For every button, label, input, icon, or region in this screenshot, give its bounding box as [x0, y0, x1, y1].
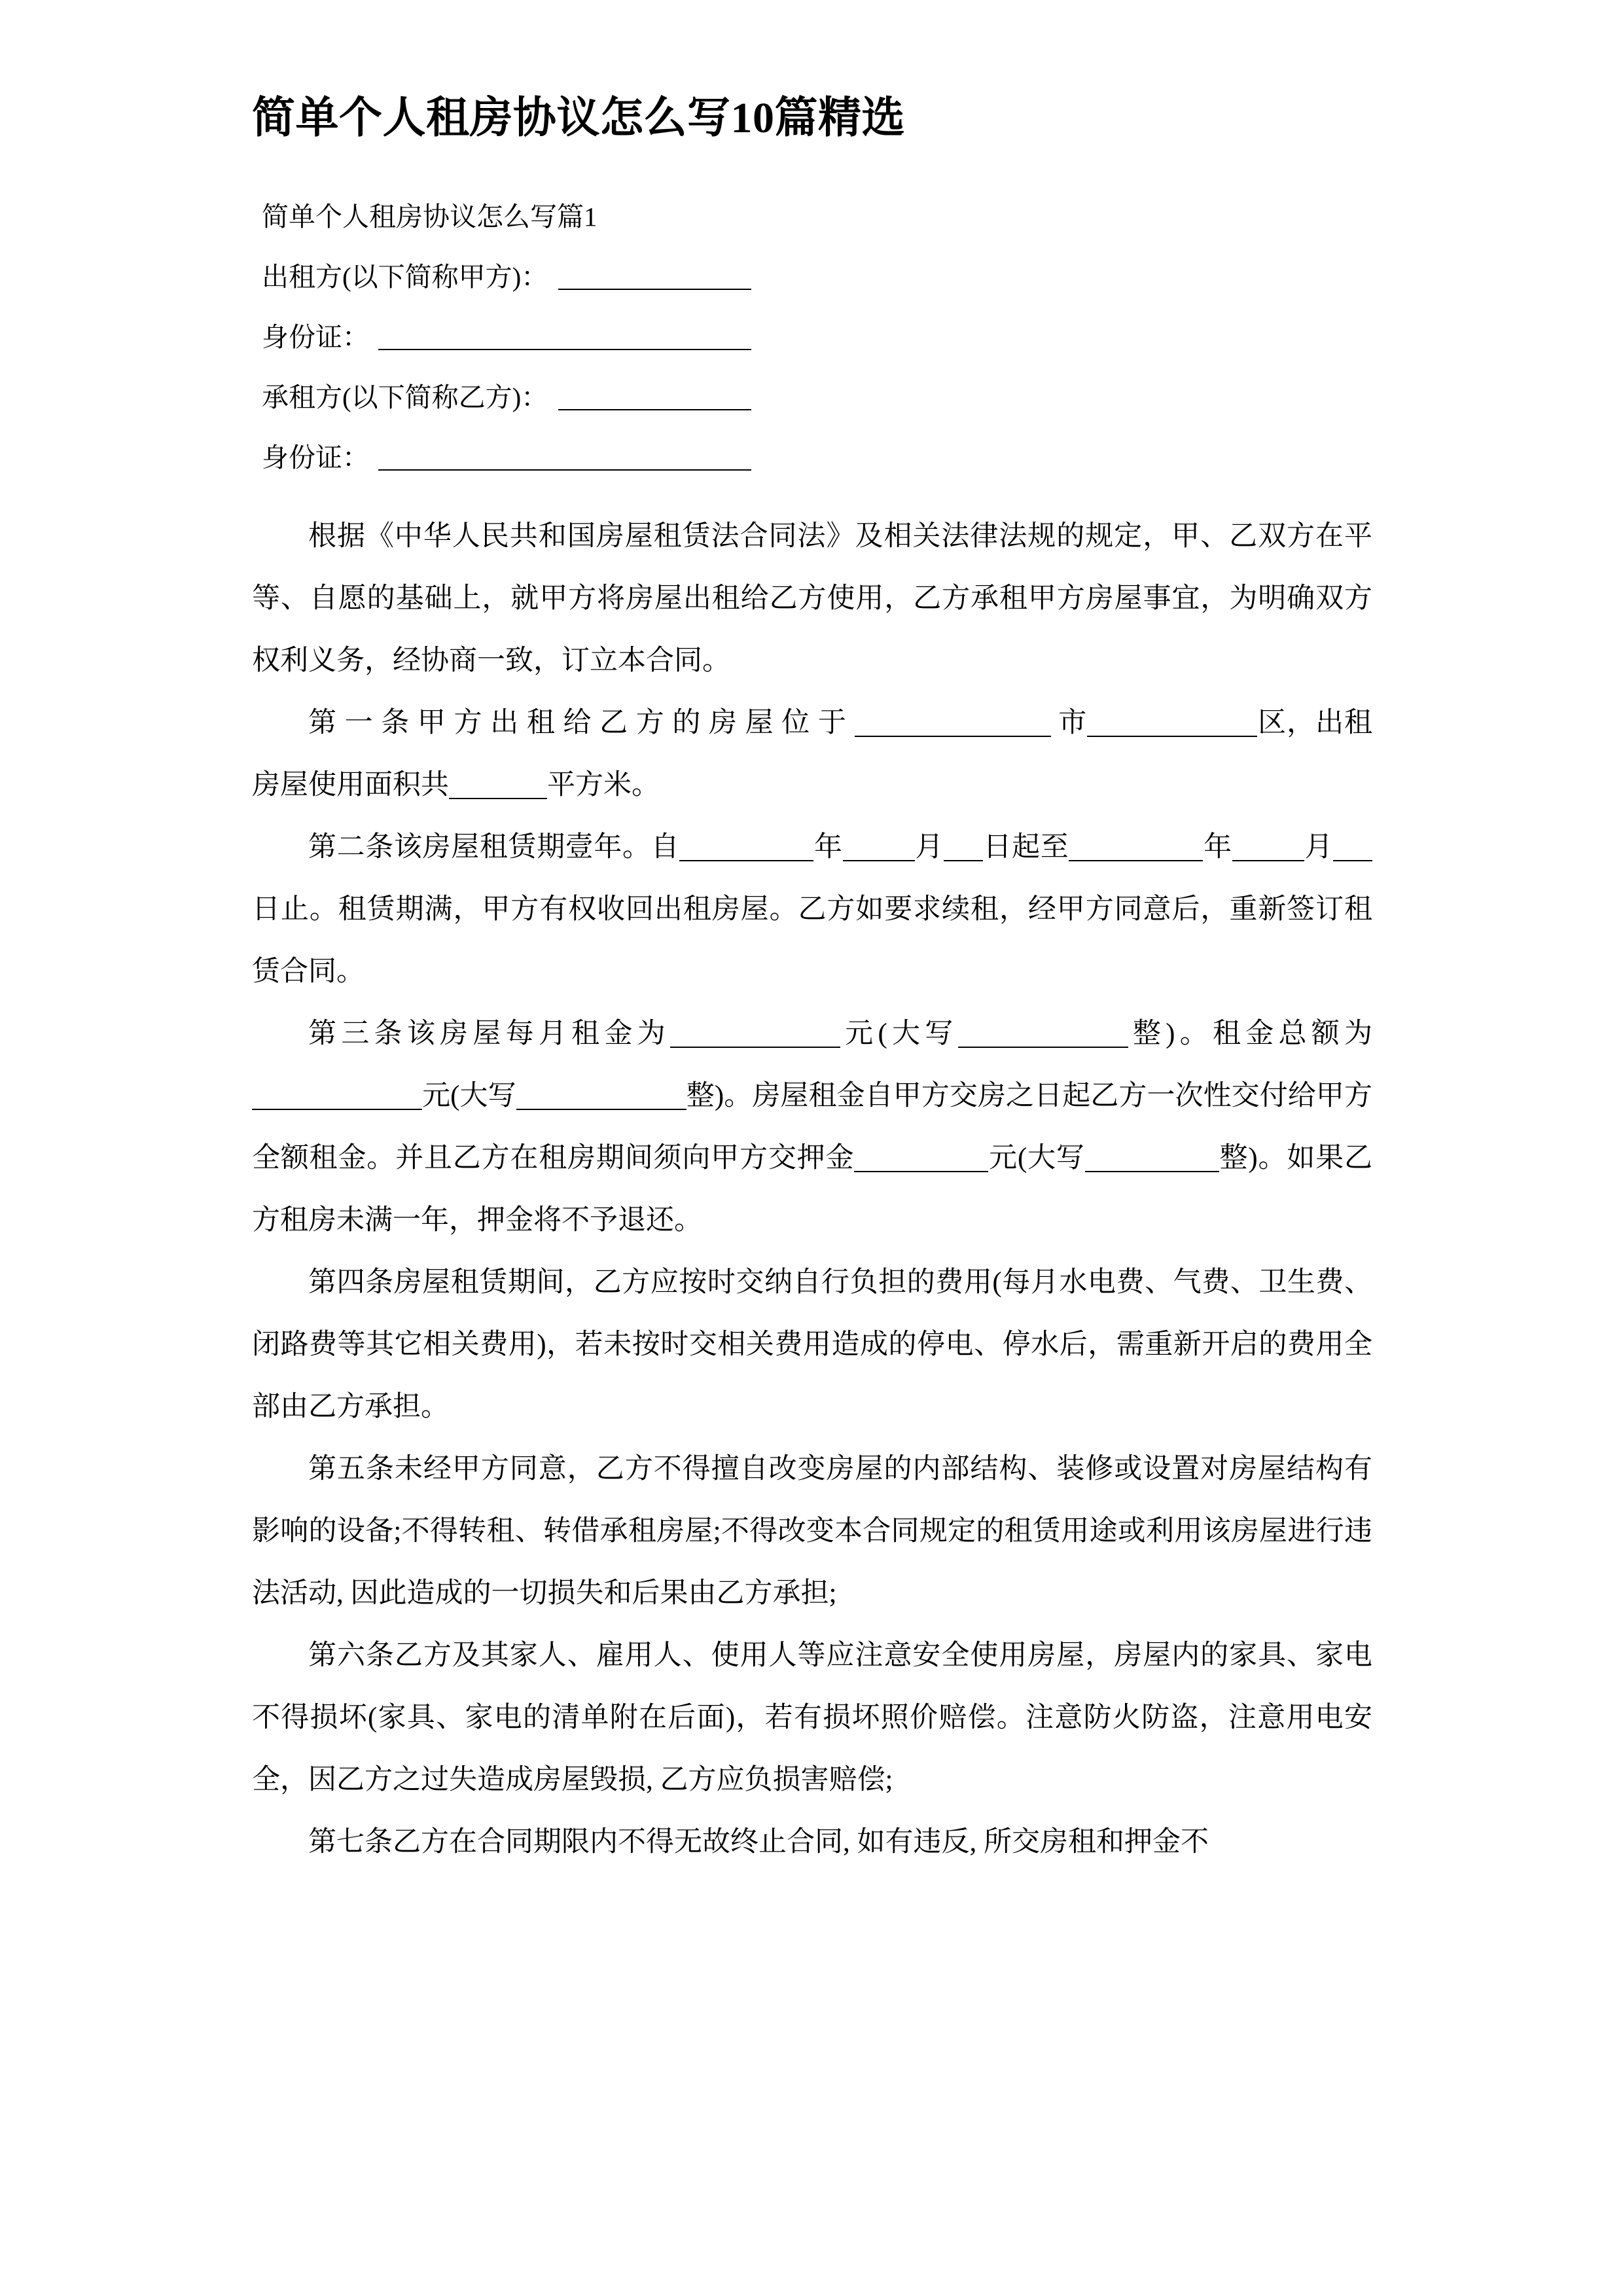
article-3-blank-monthly-rent-words[interactable] — [958, 1024, 1128, 1048]
article-1-seg-4: 平方米。 — [547, 770, 660, 800]
article-2-blank-end-month[interactable] — [1232, 838, 1304, 861]
form-label-landlord-id: 身份证： — [262, 322, 369, 352]
article-3-blank-total-rent-words[interactable] — [516, 1086, 687, 1110]
article-3-seg-1: 第三条该房屋每月租金为 — [308, 1018, 670, 1049]
form-label-tenant: 承租方(以下简称乙方)： — [262, 382, 548, 412]
paragraph-article-5: 第五条未经甲方同意，乙方不得擅自改变房屋的内部结构、装修或设置对房屋结构有影响的设备;不得转租、转借承租房屋;不得改变本合同规定的租赁用途或利用该房屋进行违法活动, 因此造成的一切损失和后果由乙方承担; — [252, 1454, 1372, 1609]
article-3-seg-3: 整)。租金总额为 — [1128, 1018, 1373, 1049]
article-3-blank-deposit-words[interactable] — [1085, 1149, 1219, 1172]
article-2-seg-1: 第二条该房屋租赁期壹年。自 — [308, 832, 680, 863]
article-2-seg-4: 日起至 — [982, 832, 1069, 863]
form-blank-landlord-id[interactable] — [378, 329, 751, 350]
article-2-seg-3: 月 — [914, 832, 944, 863]
article-3-blank-total-rent[interactable] — [252, 1086, 422, 1110]
form-label-tenant-id: 身份证： — [262, 442, 369, 473]
article-2-seg-2: 年 — [813, 832, 843, 863]
article-2-seg-5: 年 — [1203, 832, 1232, 863]
article-2-seg-6: 月 — [1304, 832, 1334, 863]
article-3-seg-4: 元(大写 — [422, 1081, 516, 1111]
paragraph-preamble: 根据《中华人民共和国房屋租赁法合同法》及相关法律法规的规定，甲、乙双方在平等、自愿的基础上，就甲方将房屋出租给乙方使用，乙方承租甲方房屋事宜，为明确双方权利义务，经协商一致，订立本合同。 — [252, 521, 1372, 676]
article-3-seg-6: 元(大写 — [988, 1143, 1085, 1174]
article-1-blank-city[interactable] — [855, 713, 1051, 737]
article-1-seg-3: 区，出租房屋使用面积共 — [252, 708, 1373, 800]
article-2-blank-end-year[interactable] — [1069, 838, 1203, 861]
article-1-blank-district[interactable] — [1087, 713, 1257, 737]
form-blank-landlord[interactable] — [558, 269, 751, 290]
form-blank-tenant[interactable] — [558, 389, 751, 410]
article-1-seg-2: 市 — [1050, 708, 1088, 738]
form-field-tenant-id — [262, 444, 1372, 471]
paragraph-article-2 — [252, 816, 1372, 1003]
form-label-landlord: 出租方(以下简称甲方)： — [262, 262, 548, 292]
article-2-blank-start-year[interactable] — [679, 838, 813, 861]
document-subtitle: 简单个人租房协议怎么写篇1 — [262, 202, 597, 232]
article-2-blank-start-day[interactable] — [944, 838, 983, 861]
article-2-blank-start-month[interactable] — [843, 838, 915, 861]
form-field-landlord — [262, 264, 1372, 291]
form-blank-tenant-id[interactable] — [378, 450, 751, 471]
page-title: 简单个人租房协议怎么写10篇精选 — [252, 94, 905, 142]
form-field-landlord-id — [262, 324, 1372, 351]
document-content — [252, 0, 1372, 1873]
paragraph-article-1 — [252, 692, 1372, 816]
article-1-seg-1: 第 一 条 甲 方 出 租 给 乙 方 的 房 屋 位 于 — [308, 708, 855, 738]
article-3-seg-2: 元(大写 — [840, 1018, 958, 1049]
article-1-blank-area[interactable] — [449, 776, 547, 799]
article-3-seg-7: 整)。如果乙方租房未满一年，押金将不予退还。 — [252, 1143, 1372, 1236]
paragraph-article-3 — [252, 1003, 1372, 1251]
article-3-blank-monthly-rent[interactable] — [670, 1024, 840, 1048]
article-3-seg-5: 整)。房屋租金自甲方交房之日起乙方一次性交付给甲方全额租金。并且乙方在租房期间须向甲方交押金 — [252, 1081, 1372, 1174]
form-field-tenant — [262, 384, 1372, 411]
paragraph-article-7: 第七条乙方在合同期限内不得无故终止合同, 如有违反, 所交房租和押金不 — [308, 1827, 1209, 1857]
paragraph-article-6: 第六条乙方及其家人、雇用人、使用人等应注意安全使用房屋，房屋内的家具、家电不得损坏(家具、家电的清单附在后面)，若有损坏照价赔偿。注意防火防盗，注意用电安全，因乙方之过失造成房屋毁损, 乙方应负损害赔偿; — [252, 1640, 1372, 1795]
article-2-blank-end-day[interactable] — [1333, 838, 1372, 861]
article-3-blank-deposit[interactable] — [854, 1149, 988, 1172]
paragraph-article-4: 第四条房屋租赁期间，乙方应按时交纳自行负担的费用(每月水电费、气费、卫生费、闭路费等其它相关费用)，若未按时交相关费用造成的停电、停水后，需重新开启的费用全部由乙方承担。 — [252, 1267, 1372, 1422]
article-2-seg-7: 日止。租赁期满，甲方有权收回出租房屋。乙方如要求续租，经甲方同意后，重新签订租赁合同。 — [252, 894, 1372, 987]
